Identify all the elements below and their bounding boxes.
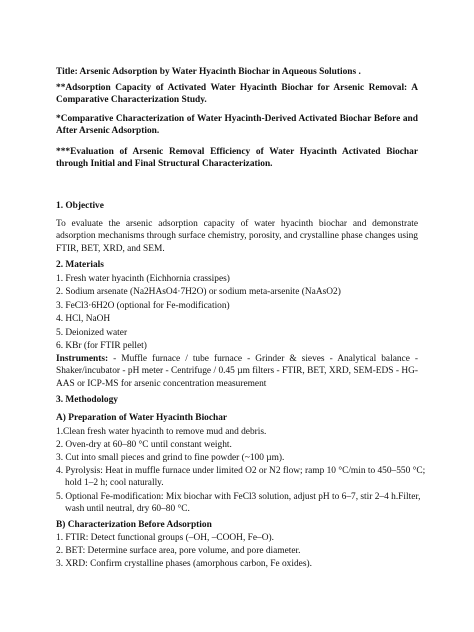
objective-text: To evaluate the arsenic adsorption capacity of water hyacinth biochar and demonstrate adsorption mechanisms through surface chemistry, porosity, and crystalline phase changes using FTIR, BET, XRD, and SEM. bbox=[56, 219, 418, 254]
instruments-text: - Muffle furnace / tube furnace - Grinder & sieves - Analytical balance - Shaker/incubator - pH meter - Centrifuge / 0.45 µm filters - FTIR, BET, XRD, SEM-EDS - HG-AAS or ICP-MS for arsenic concentration measurement bbox=[56, 354, 418, 389]
subsection-a-heading: A) Preparation of Water Hyacinth Biochar bbox=[56, 413, 228, 423]
characterization-step: 3. XRD: Confirm crystalline phases (amorphous carbon, Fe oxides). bbox=[56, 559, 312, 569]
subsection-b-heading: B) Characterization Before Adsorption bbox=[56, 520, 212, 530]
method-step: 4. Pyrolysis: Heat in muffle furnace under limited O2 or N2 flow; ramp 10 °C/min to 450–550 °C; hold 1–2 h; cool naturally. bbox=[56, 466, 426, 489]
alt-title-1: **Adsorption Capacity of Activated Water Hyacinth Biochar for Arsenic Removal: A Comparative Characterization Study. bbox=[56, 83, 418, 106]
materials-heading: 2. Materials bbox=[56, 260, 104, 270]
material-item: 1. Fresh water hyacinth (Eichhornia crassipes) bbox=[56, 274, 230, 284]
characterization-step: 2. BET: Determine surface area, pore volume, and pore diameter. bbox=[56, 546, 301, 556]
material-item: 5. Deionized water bbox=[56, 328, 128, 338]
material-item: 4. HCl, NaOH bbox=[56, 314, 111, 324]
method-step: 1.Clean fresh water hyacinth to remove mud and debris. bbox=[56, 427, 267, 437]
methodology-heading: 3. Methodology bbox=[56, 395, 118, 405]
characterization-step: 1. FTIR: Detect functional groups (–OH, –COOH, Fe–O). bbox=[56, 533, 274, 543]
material-item: 2. Sodium arsenate (Na2HAsO4·7H2O) or sodium meta-arsenite (NaAsO2) bbox=[56, 287, 341, 297]
method-step: 3. Cut into small pieces and grind to fine powder (~100 µm). bbox=[56, 453, 285, 463]
material-item: 6. KBr (for FTIR pellet) bbox=[56, 341, 147, 351]
document-title: Title: Arsenic Adsorption by Water Hyacinth Biochar in Aqueous Solutions . bbox=[56, 67, 361, 77]
method-step: 2. Oven-dry at 60–80 °C until constant weight. bbox=[56, 440, 232, 450]
alt-title-2: *Comparative Characterization of Water Hyacinth-Derived Activated Biochar Before and After Arsenic Adsorption. bbox=[56, 114, 418, 137]
instruments-paragraph bbox=[56, 353, 418, 390]
alt-title-3: ***Evaluation of Arsenic Removal Efficiency of Water Hyacinth Activated Biochar through Initial and Final Structural Characterization. bbox=[56, 147, 418, 170]
instruments-label: Instruments: bbox=[56, 354, 109, 364]
objective-heading: 1. Objective bbox=[56, 201, 104, 211]
material-item: 3. FeCl3·6H2O (optional for Fe-modification) bbox=[56, 301, 230, 311]
method-step: 5. Optional Fe-modification: Mix biochar with FeCl3 solution, adjust pH to 6–7, stir 2–4 h.Filter, wash until neutral, dry 60–80 °C. bbox=[56, 492, 421, 515]
